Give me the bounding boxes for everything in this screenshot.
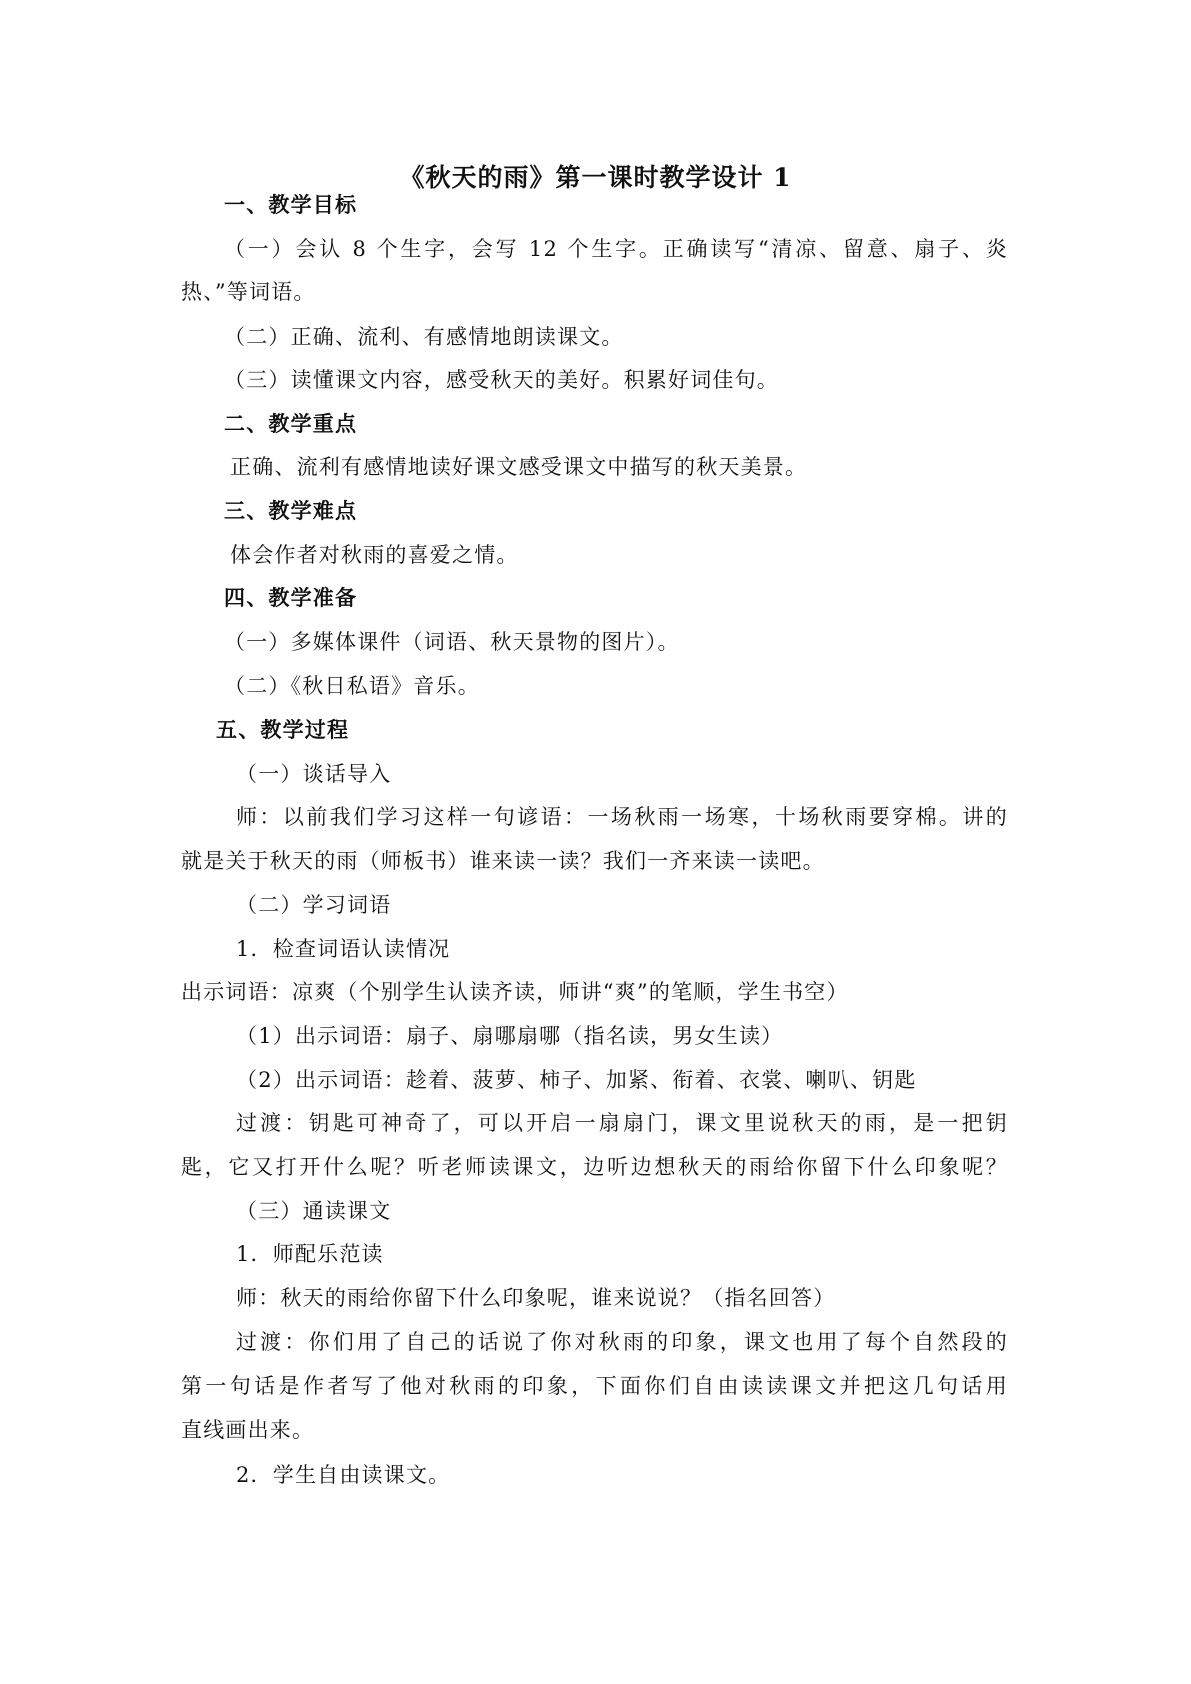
process-part-3-step-2: 2．学生自由读课文。 bbox=[236, 1463, 451, 1487]
preparation-heading: 四、教学准备 bbox=[224, 585, 358, 610]
document-title: 《秋天的雨》第一课时教学设计 1 bbox=[399, 163, 792, 192]
process-part-3-transition-line-2: 第一句话是作者写了他对秋雨的印象，下面你们自由读读课文并把这几句话用 bbox=[181, 1374, 1008, 1398]
process-part-2-transition-line-1: 过渡：钥匙可神奇了，可以开启一扇扇门，课文里说秋天的雨，是一把钥 bbox=[236, 1111, 1008, 1135]
process-part-2-step-1: 1．检查词语认读情况 bbox=[236, 937, 451, 961]
objectives-item-1-line-2: 热、”等词语。 bbox=[181, 280, 316, 304]
process-part-1-heading: （一）谈话导入 bbox=[236, 762, 392, 786]
difficulties-heading: 三、教学难点 bbox=[224, 498, 358, 523]
process-part-2-transition-line-2: 匙，它又打开什么呢？听老师读课文，边听边想秋天的雨给你留下什么印象呢？ bbox=[181, 1155, 1008, 1179]
process-part-2-words-1: （1）出示词语：扇子、扇哪扇哪（指名读，男女生读） bbox=[236, 1024, 784, 1048]
process-heading: 五、教学过程 bbox=[216, 717, 350, 742]
objectives-item-2: （二）正确、流利、有感情地朗读课文。 bbox=[224, 325, 624, 349]
difficulties-text: 体会作者对秋雨的喜爱之情。 bbox=[230, 543, 519, 567]
process-part-1-line-2: 就是关于秋天的雨（师板书）谁来读一读？我们一齐来读一读吧。 bbox=[181, 849, 825, 873]
process-part-2-words-2: （2）出示词语：趁着、菠萝、柿子、加紧、衔着、衣裳、喇叭、钥匙 bbox=[236, 1068, 917, 1092]
key-points-heading: 二、教学重点 bbox=[224, 411, 358, 436]
process-part-3-heading: （三）通读课文 bbox=[236, 1199, 392, 1223]
process-part-3-step-1: 1．师配乐范读 bbox=[236, 1242, 384, 1266]
preparation-item-1: （一）多媒体课件（词语、秋天景物的图片）。 bbox=[224, 630, 680, 654]
process-part-2-heading: （二）学习词语 bbox=[236, 893, 392, 917]
process-part-2-words-intro: 出示词语：凉爽（个别学生认读齐读，师讲“爽”的笔顺，学生书空） bbox=[181, 980, 849, 1004]
objectives-heading: 一、教学目标 bbox=[224, 192, 358, 217]
process-part-3-transition-line-1: 过渡：你们用了自己的话说了你对秋雨的印象，课文也用了每个自然段的 bbox=[236, 1330, 1008, 1354]
process-part-1-line-1: 师：以前我们学习这样一句谚语：一场秋雨一场寒，十场秋雨要穿棉。讲的 bbox=[236, 805, 1008, 829]
objectives-item-1-line-1: （一）会认 8 个生字，会写 12 个生字。正确读写“清凉、留意、扇子、炎 bbox=[224, 237, 1008, 261]
preparation-item-2: （二）《秋日私语》音乐。 bbox=[224, 674, 480, 698]
process-part-3-question: 师：秋天的雨给你留下什么印象呢，谁来说说？（指名回答） bbox=[236, 1286, 836, 1310]
key-points-text: 正确、流利有感情地读好课文感受课文中描写的秋天美景。 bbox=[230, 455, 808, 479]
objectives-item-3: （三）读懂课文内容，感受秋天的美好。积累好词佳句。 bbox=[224, 368, 779, 392]
process-part-3-transition-line-3: 直线画出来。 bbox=[181, 1418, 315, 1442]
